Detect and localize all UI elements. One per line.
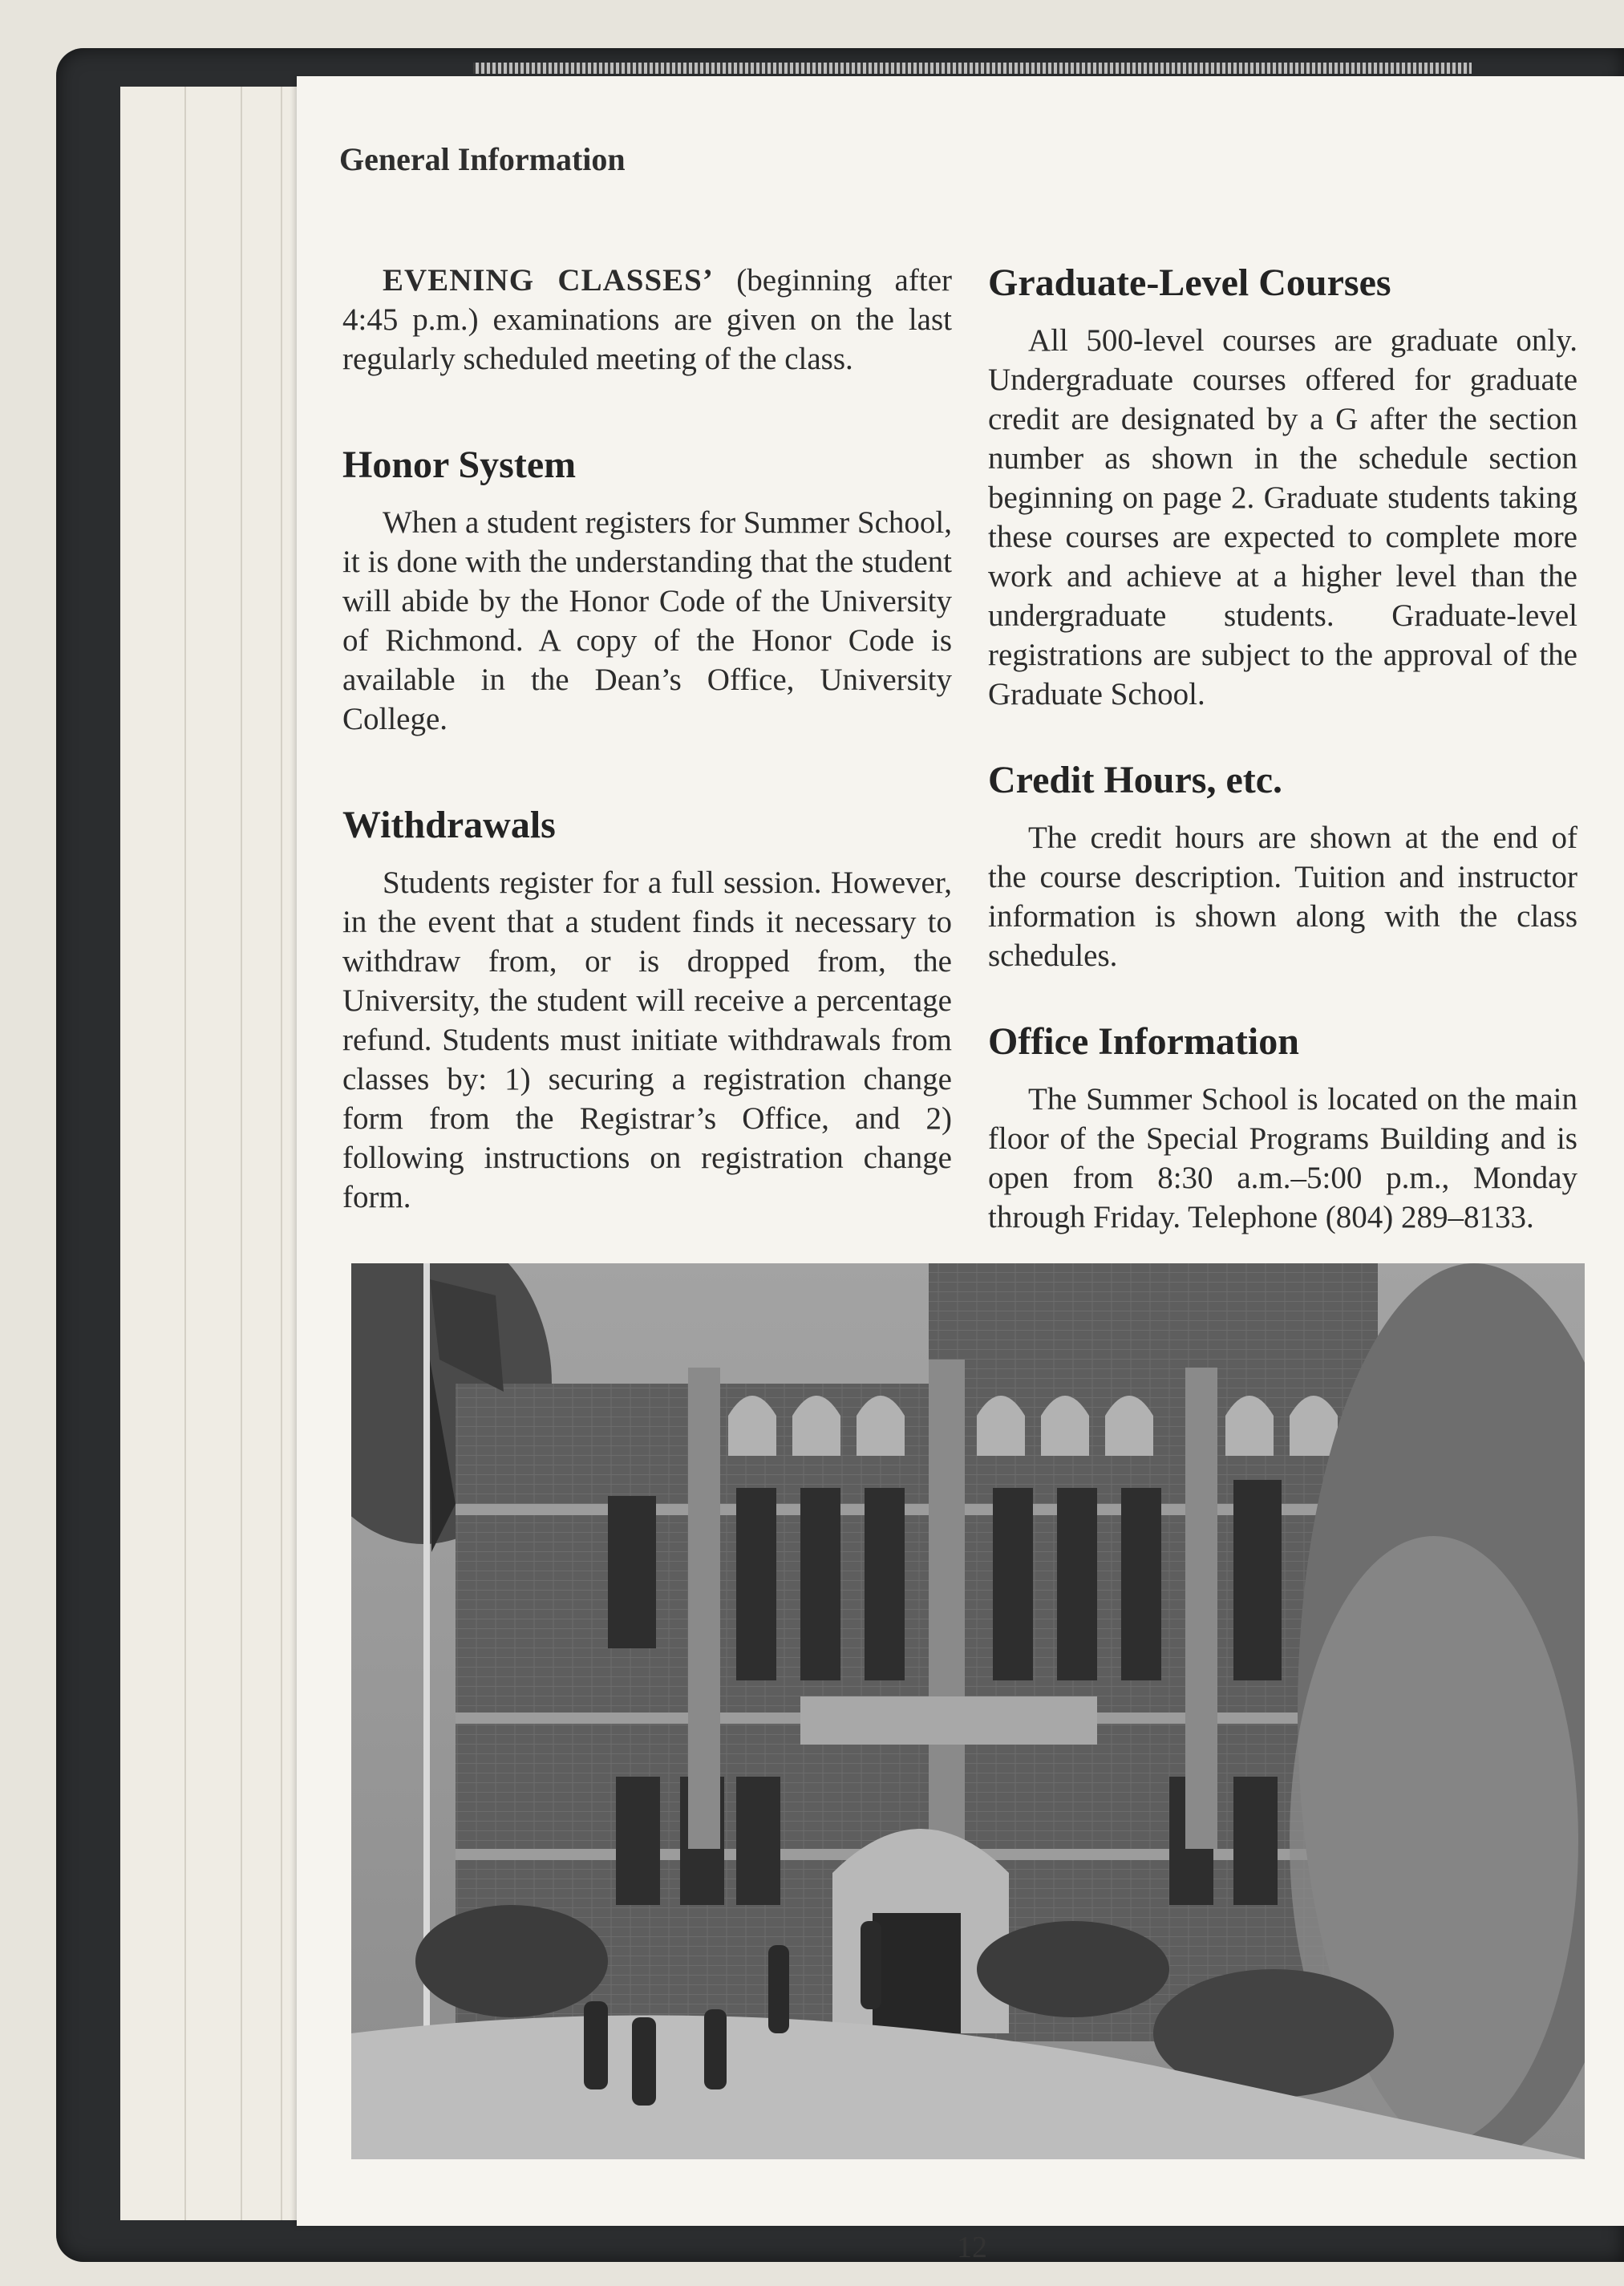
binding-strip xyxy=(473,63,1472,74)
credit-hours-heading: Credit Hours, etc. xyxy=(988,759,1283,801)
credit-hours-body: The credit hours are shown at the end of the course description. Tuition and instructor information is shown along with the class schedules. xyxy=(988,821,1577,973)
withdrawals-heading: Withdrawals xyxy=(342,804,556,846)
evening-classes-paragraph xyxy=(342,261,952,379)
office-information-heading: Office Information xyxy=(988,1020,1299,1063)
campus-building-photo xyxy=(351,1263,1585,2159)
withdrawals-body: Students register for a full session. However, in the event that a student finds it necessary to withdraw from, or is dropped from, the University, the student will receive a percentage refund. Students must initiate withdrawals from classes by: 1) securing a registration change form from the Registrar’s Office, and 2) following instructions on registration change form. xyxy=(342,865,952,1214)
page-number: 12 xyxy=(957,2231,987,2264)
evening-classes-lead: EVENING CLASSES’ xyxy=(383,263,714,298)
office-information-body: The Summer School is located on the main floor of the Special Programs Building and is open from 8:30 a.m.–5:00 p.m., Monday through Friday. Telephone (804) 289–8133. xyxy=(988,1082,1577,1234)
left-column xyxy=(342,261,952,1281)
graduate-courses-heading: Graduate-Level Courses xyxy=(988,261,1391,304)
right-column xyxy=(988,261,1577,1301)
honor-system-body: When a student registers for Summer School, it is done with the understanding that the student will abide by the Honor Code of the University of Richmond. A copy of the Honor Code is available in the Dean’s Office, University College. xyxy=(342,505,952,736)
honor-system-heading: Honor System xyxy=(342,444,577,486)
running-head: General Information xyxy=(339,141,626,177)
graduate-courses-body: All 500-level courses are graduate only. Undergraduate courses offered for graduate credit are designated by a G after the section number as shown in the schedule section beginning on page 2. Graduate students taking these courses are expected to complete more work and achieve at a higher level than the undergraduate students. Graduate-level registrations are subject to the approval of the Graduate School. xyxy=(988,323,1577,711)
evening-classes-text: (beginning after 4:45 p.m.) examinations are given on the last regularly scheduled meeting of the class. xyxy=(342,263,952,376)
